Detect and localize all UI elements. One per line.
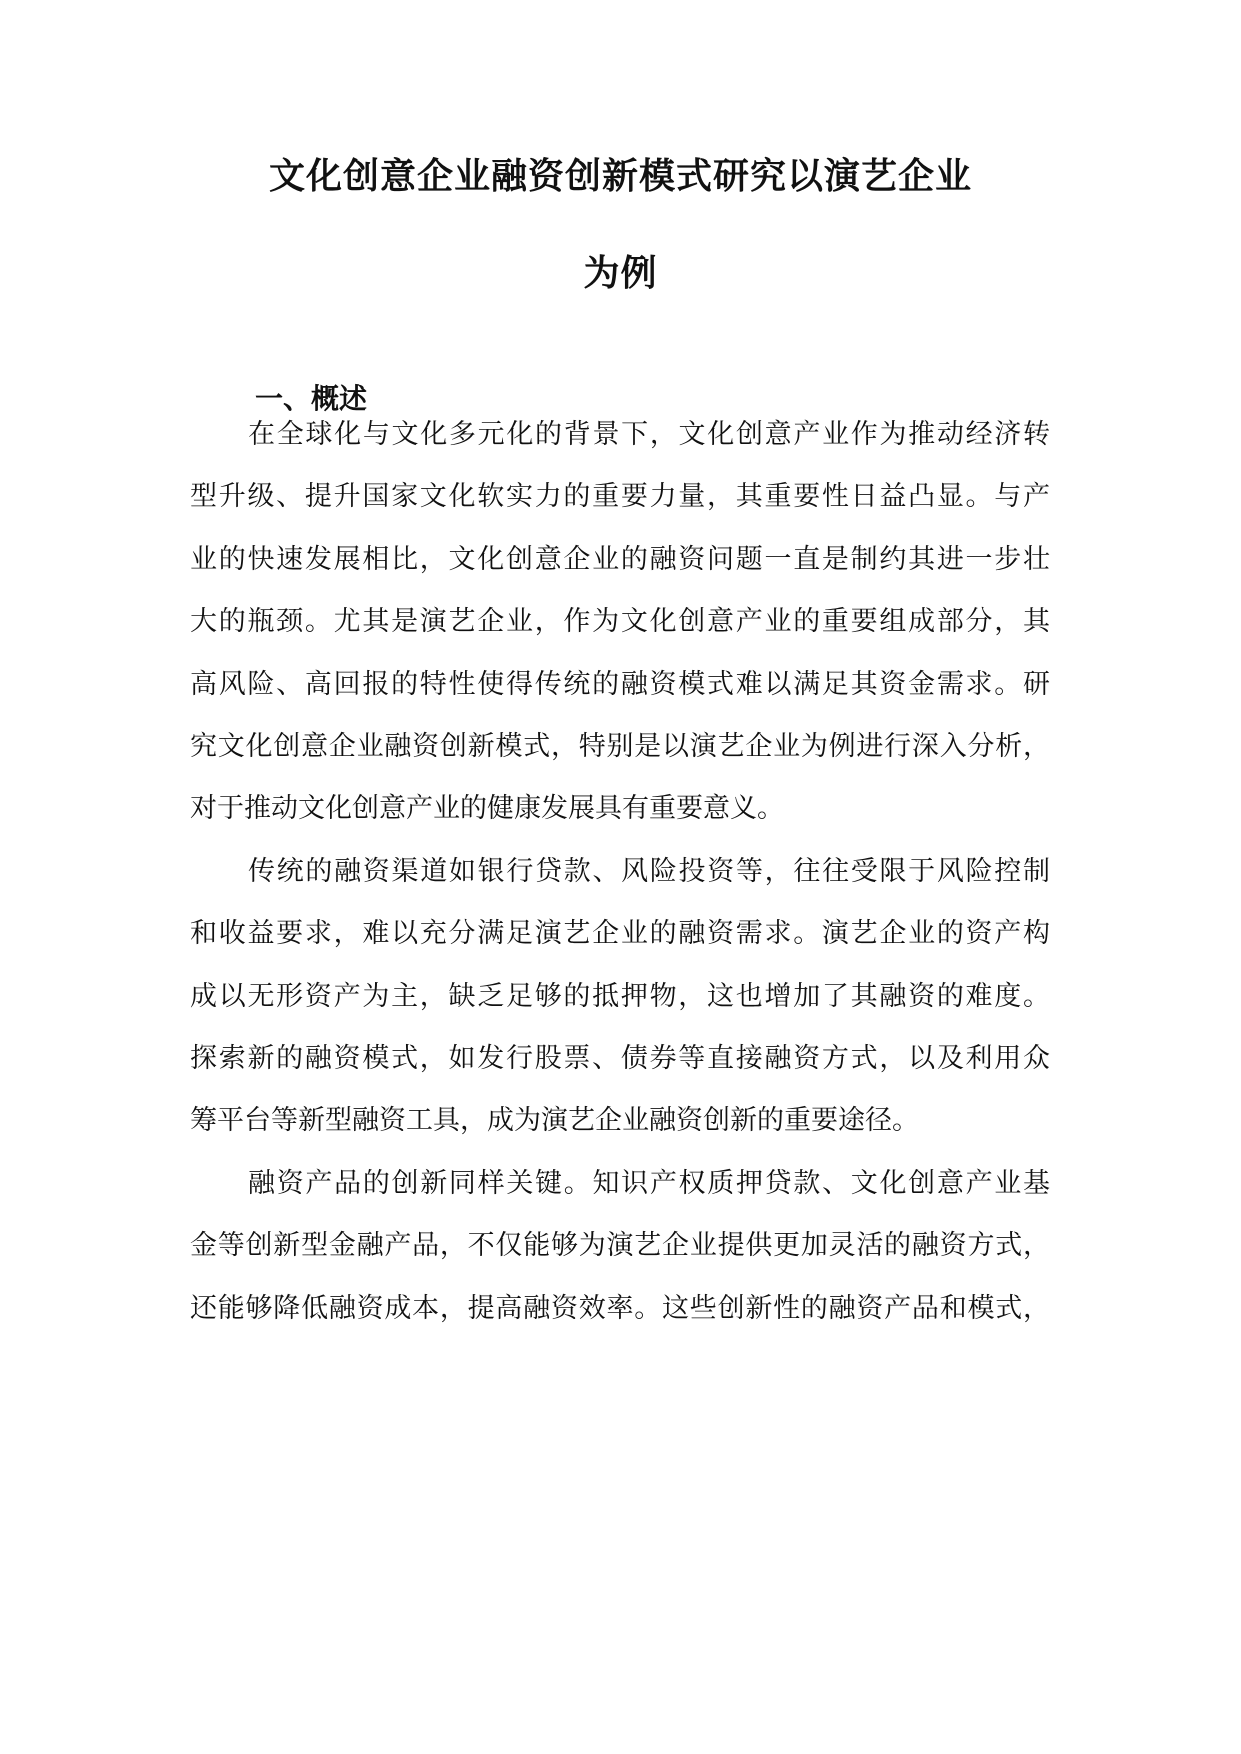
- paragraph-2-line-3: 成以无形资产为主，缺乏足够的抵押物，这也增加了其融资的难度。: [190, 981, 1050, 1012]
- paragraph-1-line-1: 在全球化与文化多元化的背景下，文化创意产业作为推动经济转: [248, 419, 1050, 450]
- paragraph-1-line-2: 型升级、提升国家文化软实力的重要力量，其重要性日益凸显。与产: [190, 481, 1050, 512]
- document-title-line-2: 为例: [583, 253, 658, 294]
- paragraph-3-line-2: 金等创新型金融产品，不仅能够为演艺企业提供更加灵活的融资方式，: [190, 1230, 1050, 1261]
- paragraph-1-line-3: 业的快速发展相比，文化创意企业的融资问题一直是制约其进一步壮: [190, 544, 1050, 575]
- paragraph-1-line-4: 大的瓶颈。尤其是演艺企业，作为文化创意产业的重要组成部分，其: [190, 606, 1050, 637]
- paragraph-3-line-3: 还能够降低融资成本，提高融资效率。这些创新性的融资产品和模式，: [190, 1293, 1050, 1324]
- paragraph-2-line-5: 筹平台等新型融资工具，成为演艺企业融资创新的重要途径。: [190, 1105, 919, 1136]
- section-heading: 一、概述: [255, 382, 368, 415]
- document-title-line-1: 文化创意企业融资创新模式研究以演艺企业: [268, 156, 972, 197]
- paragraph-1-line-5: 高风险、高回报的特性使得传统的融资模式难以满足其资金需求。研: [190, 669, 1050, 700]
- paragraph-2-line-4: 探索新的融资模式，如发行股票、债券等直接融资方式，以及利用众: [190, 1043, 1050, 1074]
- paragraph-2-line-1: 传统的融资渠道如银行贷款、风险投资等，往往受限于风险控制: [248, 856, 1050, 887]
- paragraph-3-line-1: 融资产品的创新同样关键。知识产权质押贷款、文化创意产业基: [248, 1168, 1050, 1199]
- paragraph-2-line-2: 和收益要求，难以充分满足演艺企业的融资需求。演艺企业的资产构: [190, 918, 1050, 949]
- paragraph-1-line-7: 对于推动文化创意产业的健康发展具有重要意义。: [190, 793, 784, 824]
- paragraph-1-line-6: 究文化创意企业融资创新模式，特别是以演艺企业为例进行深入分析，: [190, 731, 1050, 762]
